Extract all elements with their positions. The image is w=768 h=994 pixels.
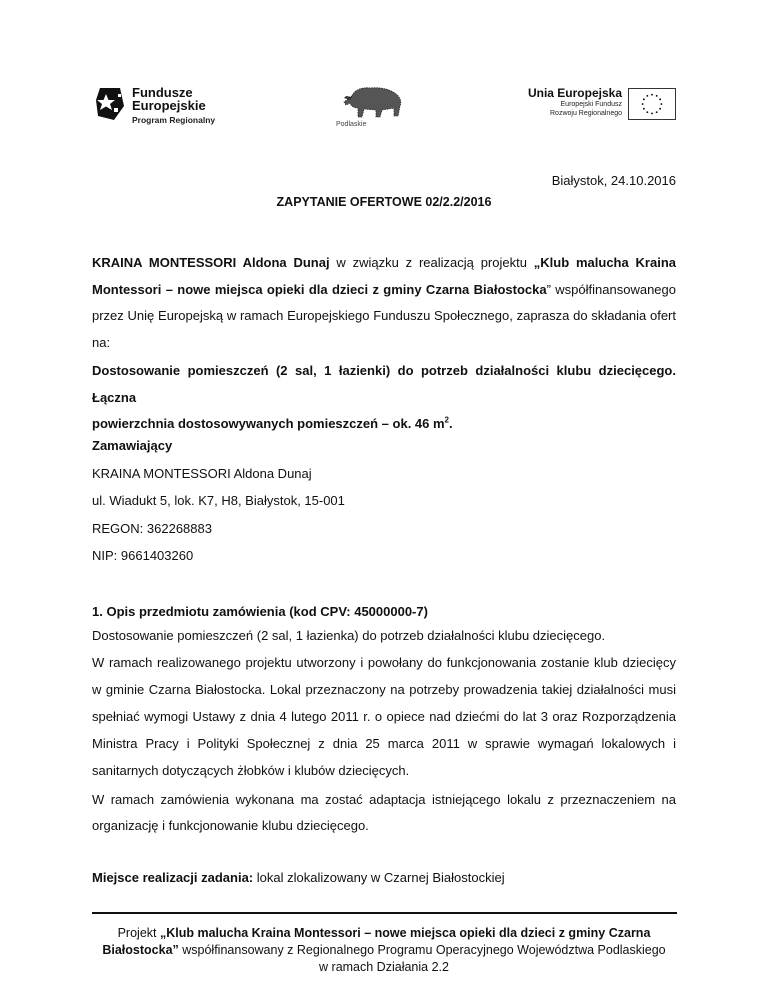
footer-rest: współfinansowany z Regionalnego Programu Operacyjnego Województwa Podlaskiego — [178, 943, 666, 957]
intro-paragraph — [92, 250, 676, 356]
section1-p1: Dostosowanie pomieszczeń (2 sal, 1 łazienka) do potrzeb działalności klubu dziecięcego. — [92, 628, 606, 643]
p2-line: sanitarnych dotyczących żłobków i klubów dziecięcych. — [92, 763, 410, 778]
eu-logo — [524, 86, 676, 126]
section1-p3 — [92, 787, 676, 839]
p2-line: W ramach realizowanego projektu utworzony i powołany do funkcjonowania zostanie klub dziecięcy — [92, 655, 676, 670]
fundusze-line1: Fundusze — [132, 85, 193, 100]
podlaskie-caption: Podlaskie — [336, 121, 367, 128]
p3-line: W ramach zamówienia wykonana ma zostać adaptacja istniejącego lokalu z przeznaczeniem na — [92, 792, 676, 807]
fundusze-star-icon — [94, 86, 126, 122]
place-line — [92, 865, 676, 892]
intro-line-4: na: — [92, 334, 111, 350]
eu-flag-icon — [628, 88, 676, 120]
buyer-heading: Zamawiający — [92, 438, 173, 453]
document-title: ZAPYTANIE OFERTOWE 02/2.2/2016 — [276, 195, 492, 209]
buyer-regon: REGON: 362268883 — [92, 521, 212, 536]
footer — [80, 925, 688, 976]
footer-prefix: Projekt — [117, 926, 160, 940]
bison-icon — [336, 86, 410, 120]
eu-line2: Europejski Fundusz — [560, 101, 622, 108]
section1-p2 — [92, 649, 676, 784]
intro-line-3: przez Unię Europejską w ramach Europejskiego Funduszu Społecznego, zaprasza do składania ofert — [92, 308, 676, 323]
project-name-start: „Klub malucha Kraina — [533, 255, 676, 270]
place-value: lokal zlokalizowany w Czarnej Białostockiej — [253, 870, 505, 885]
intro-text-2: ” współfinansowanego — [546, 281, 676, 297]
intro-line-2 — [92, 277, 676, 304]
p2-line: Ministra Pracy i Polityki Społecznej z dnia 25 marca 2011 w sprawie wymagań lokalowych i — [92, 736, 676, 751]
subject-end: . — [449, 416, 453, 431]
subject-sup: 2 — [444, 415, 449, 425]
p3-line: organizację i funkcjonowanie klubu dziecięcego. — [92, 818, 369, 833]
fundusze-line3: Program Regionalny — [132, 115, 216, 125]
footer-divider — [92, 912, 677, 914]
podlaskie-logo — [336, 86, 410, 132]
buyer-name: KRAINA MONTESSORI Aldona Dunaj — [92, 466, 312, 481]
intro-text: w związku z realizacją projektu — [329, 255, 534, 270]
footer-project-1: „Klub malucha Kraina Montessori – nowe miejsca opieki dla dzieci z gminy Czarna — [159, 926, 651, 940]
p2-line: w gminie Czarna Białostocka. Lokal przeznaczony na potrzeby prowadzenia takiej działalności musi — [92, 682, 676, 697]
subject-line-1: Dostosowanie pomieszczeń (2 sal, 1 łazienki) do potrzeb działalności klubu dziecięcego. Łączna — [92, 363, 676, 405]
buyer-address: ul. Wiadukt 5, lok. K7, H8, Białystok, 15-001 — [92, 493, 345, 508]
buyer-section — [92, 433, 676, 460]
eu-line3: Rozwoju Regionalnego — [550, 110, 622, 117]
footer-line3: w ramach Działania 2.2 — [319, 960, 449, 974]
section1-heading: 1. Opis przedmiotu zamówienia (kod CPV: 45000000-7) — [92, 604, 428, 619]
intro-line-1 — [92, 250, 676, 277]
project-name-end: Montessori – nowe miejsca opieki dla dzieci z gminy Czarna Białostocka — [92, 281, 547, 297]
buyer-nip: NIP: 9661403260 — [92, 548, 194, 563]
company-name: KRAINA MONTESSORI Aldona Dunaj — [92, 255, 330, 270]
subject-area: powierzchnia dostosowywanych pomieszczeń – ok. 46 m — [92, 416, 445, 431]
place-label: Miejsce realizacji zadania: — [92, 870, 254, 885]
document-date: Białystok, 24.10.2016 — [551, 173, 676, 188]
footer-project-2: Białostocka” — [102, 943, 179, 957]
fundusze-line2: Europejskie — [132, 98, 206, 113]
p2-line: spełniać wymogi Ustawy z dnia 4 lutego 2011 r. o opiece nad dziećmi do lat 3 oraz Rozporządzenia — [92, 709, 676, 724]
eu-line1: Unia Europejska — [527, 86, 622, 100]
subject-paragraph — [92, 358, 676, 438]
fundusze-europejskie-logo — [94, 86, 244, 126]
